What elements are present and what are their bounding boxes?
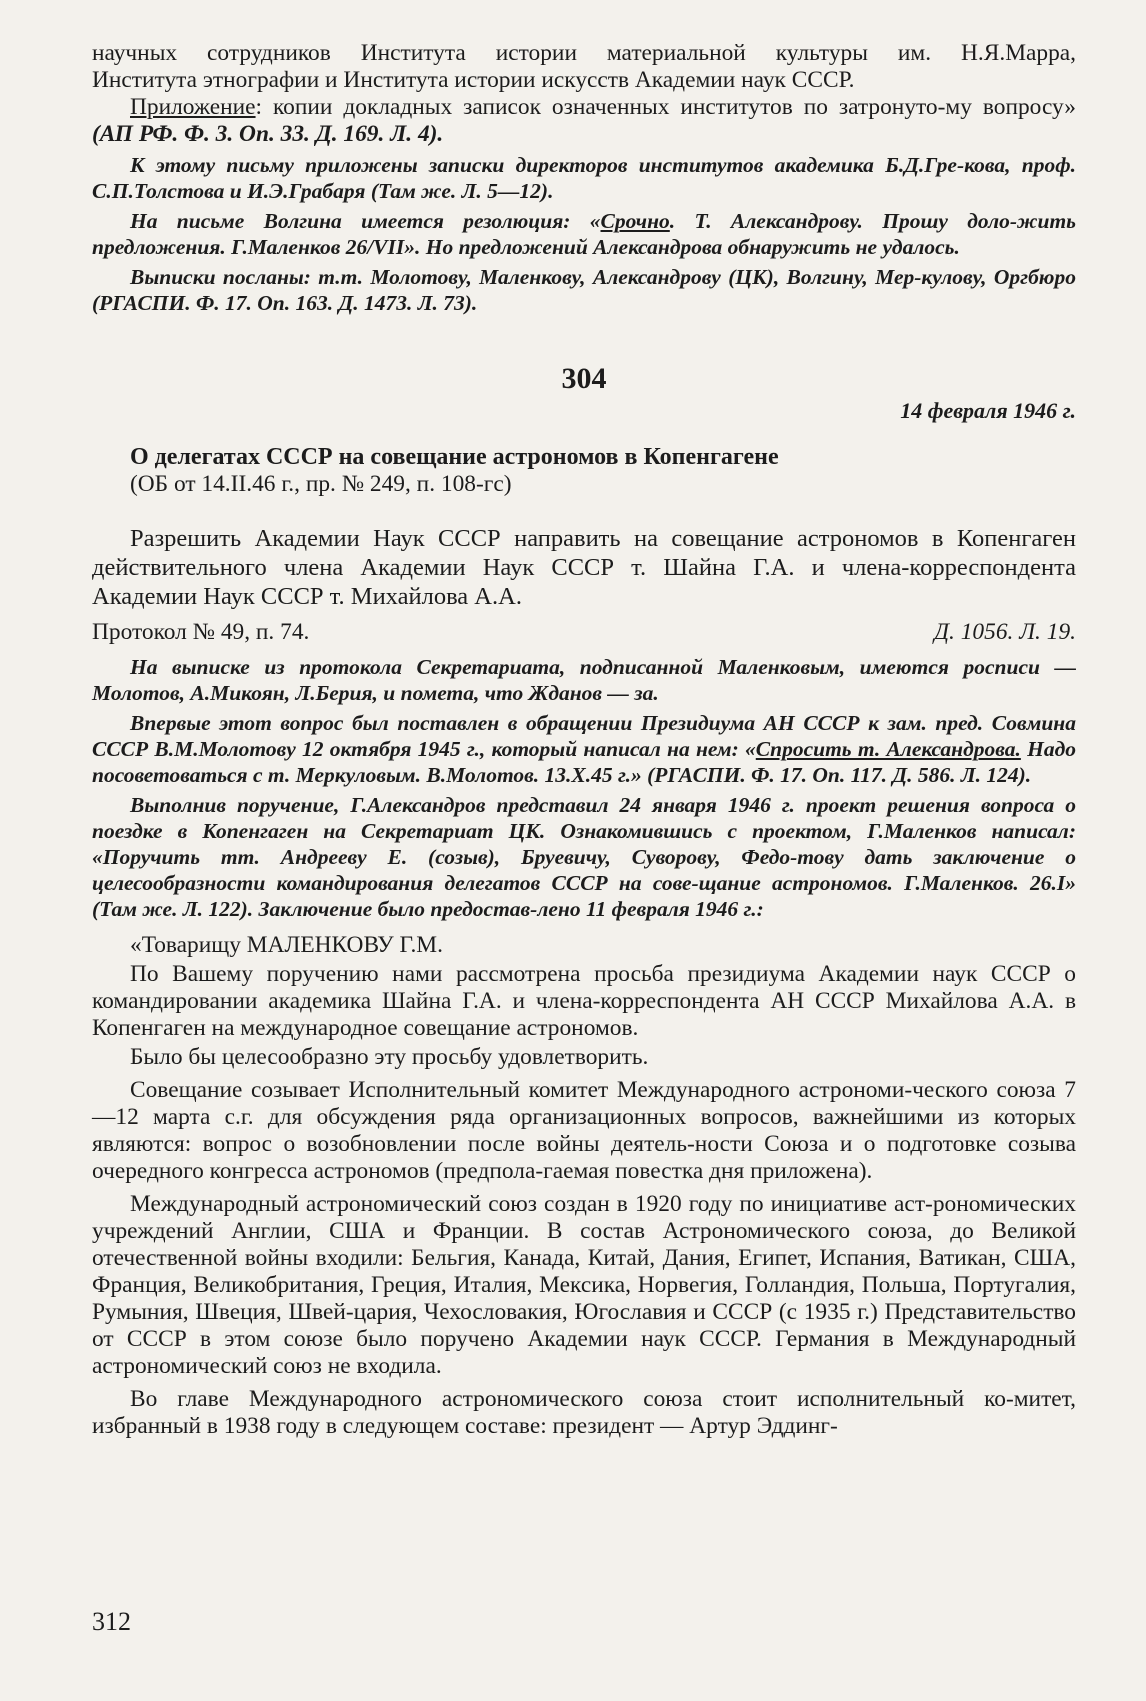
note-text: Надо посоветоваться с т. Меркуловым. В.Молотов. 13.X.45 г.» (РГАСПИ. Ф. 17. Оп. 117. Д. 586. Л. 124). [92, 737, 1077, 787]
editorial-note: К этому письму приложены записки директоров институтов академика Б.Д.Гре-кова, проф. С.П.Толстова и И.Э.Грабаря (Там же. Л. 5—12). [92, 153, 1076, 203]
note-underlined-text: Спросить т. Александрова. [755, 737, 1021, 761]
protocol-number: Протокол № 49, п. 74. [92, 619, 310, 645]
document-reference: (ОБ от 14.II.46 г., пр. № 249, п. 108-гс) [130, 471, 512, 497]
letter-salutation: «Товарищу МАЛЕНКОВУ Г.М. [130, 932, 443, 958]
editorial-note [92, 710, 1076, 788]
note-text: Впервые этот вопрос был поставлен в обращении Президиума АН СССР к зам. пред. Совмина СССР В.М.Молотову 12 октября 1945 г., который написал на нем: « [92, 711, 1076, 761]
protocol-source: Д. 1056. Л. 19. [934, 619, 1076, 645]
appendix-label: Приложение [130, 94, 256, 120]
editorial-note [92, 208, 1076, 260]
text-line: Института этнографии и Института истории искусств Академии наук СССР. [92, 67, 855, 93]
editorial-note: Выполнив поручение, Г.Александров представил 24 января 1946 г. проект решения вопроса о поездке в Копенгаген на Секретариат ЦК. Ознакомившись с проектом, Г.Маленков написал: «Поручить тт. Андрееву Е. (созыв), Бруевичу, Суворову, Федо-тову дать заключение о целесообразности командирования делегатов СССР на сове-щание астрономов. Г.Маленков. 26.I» (Там же. Л. 122). Заключение было предостав-лено 11 февраля 1946 г.: [92, 793, 1076, 921]
page-number: 312 [92, 1607, 131, 1636]
document-title: О делегатах СССР на совещание астрономов в Копенгагене [130, 444, 779, 470]
letter-paragraph: Совещание созывает Исполнительный комитет Международного астрономи-ческого союза 7—12 марта с.г. для обсуждения ряда организационных вопросов, важнейшими из которых являются: вопрос о возобновлении после войны деятель-ности Союза и о подготовке созыва очередного конгресса астрономов (предпола-гаемая повестка дня приложена). [92, 1077, 1076, 1184]
protocol-line [92, 619, 1076, 646]
continued-letter-ending [92, 40, 1076, 148]
letter-paragraph: По Вашему поручению нами рассмотрена просьба президиума Академии наук СССР о командировании академика Шайна Г.А. и члена-корреспондента АН СССР Михайлова А.А. в Копенгаген на международное совещание астрономов. [92, 961, 1076, 1041]
appendix-source: (АП РФ. Ф. 3. Оп. 33. Д. 169. Л. 4). [92, 121, 444, 147]
appendix-text: : копии докладных записок означенных институтов по затронуто-му вопросу» [255, 94, 1076, 120]
document-number: 304 [561, 362, 607, 395]
letter-paragraph: Во главе Международного астрономического союза стоит исполнительный ко-митет, избранный в 1938 году в следующем составе: президент — Артур Эддинг- [92, 1386, 1076, 1439]
note-text: На письме Волгина имеется резолюция: « [130, 209, 601, 233]
note-underlined-text: Срочно [600, 209, 670, 233]
editorial-note: Выписки посланы: т.т. Молотову, Маленкову, Александрову (ЦК), Волгину, Мер-кулову, Оргбюро (РГАСПИ. Ф. 17. Оп. 163. Д. 1473. Л. 73). [92, 265, 1076, 315]
letter-paragraph: Было бы целесообразно эту просьбу удовлетворить. [130, 1044, 649, 1070]
decision-text: Разрешить Академии Наук СССР направить на совещание астрономов в Копенгаген действительного члена Академии Наук СССР т. Шайна Г.А. и члена-корреспондента Академии Наук СССР т. Михайлова А.А. [92, 525, 1076, 610]
appendix-paragraph [92, 94, 1076, 148]
document-date: 14 февраля 1946 г. [900, 398, 1076, 423]
editorial-note: На выписке из протокола Секретариата, подписанной Маленковым, имеются росписи — Молотов, А.Микоян, Л.Берия, и помета, что Жданов — за. [92, 655, 1076, 705]
note-text: . Т. Александрову. Прошу доло-жить предложения. Г.Маленков 26/VII». Но предложений Александрова обнаружить не удалось. [92, 209, 1077, 259]
text-line: научных сотрудников Института истории материальной культуры им. Н.Я.Марра, [92, 40, 1076, 66]
letter-paragraph: Международный астрономический союз создан в 1920 году по инициативе аст-рономических учреждений Англии, США и Франции. В состав Астрономического союза, до Великой отечественной войны входили: Бельгия, Канада, Китай, Дания, Египет, Испания, Ватикан, США, Франция, Великобритания, Греция, Италия, Мексика, Норвегия, Голландия, Польша, Португалия, Румыния, Швеция, Швей-цария, Чехословакия, Югославия и СССР (с 1935 г.) Представительство от СССР в этом союзе было поручено Академии наук СССР. Германия в Международный астрономический союз не входила. [92, 1191, 1076, 1379]
